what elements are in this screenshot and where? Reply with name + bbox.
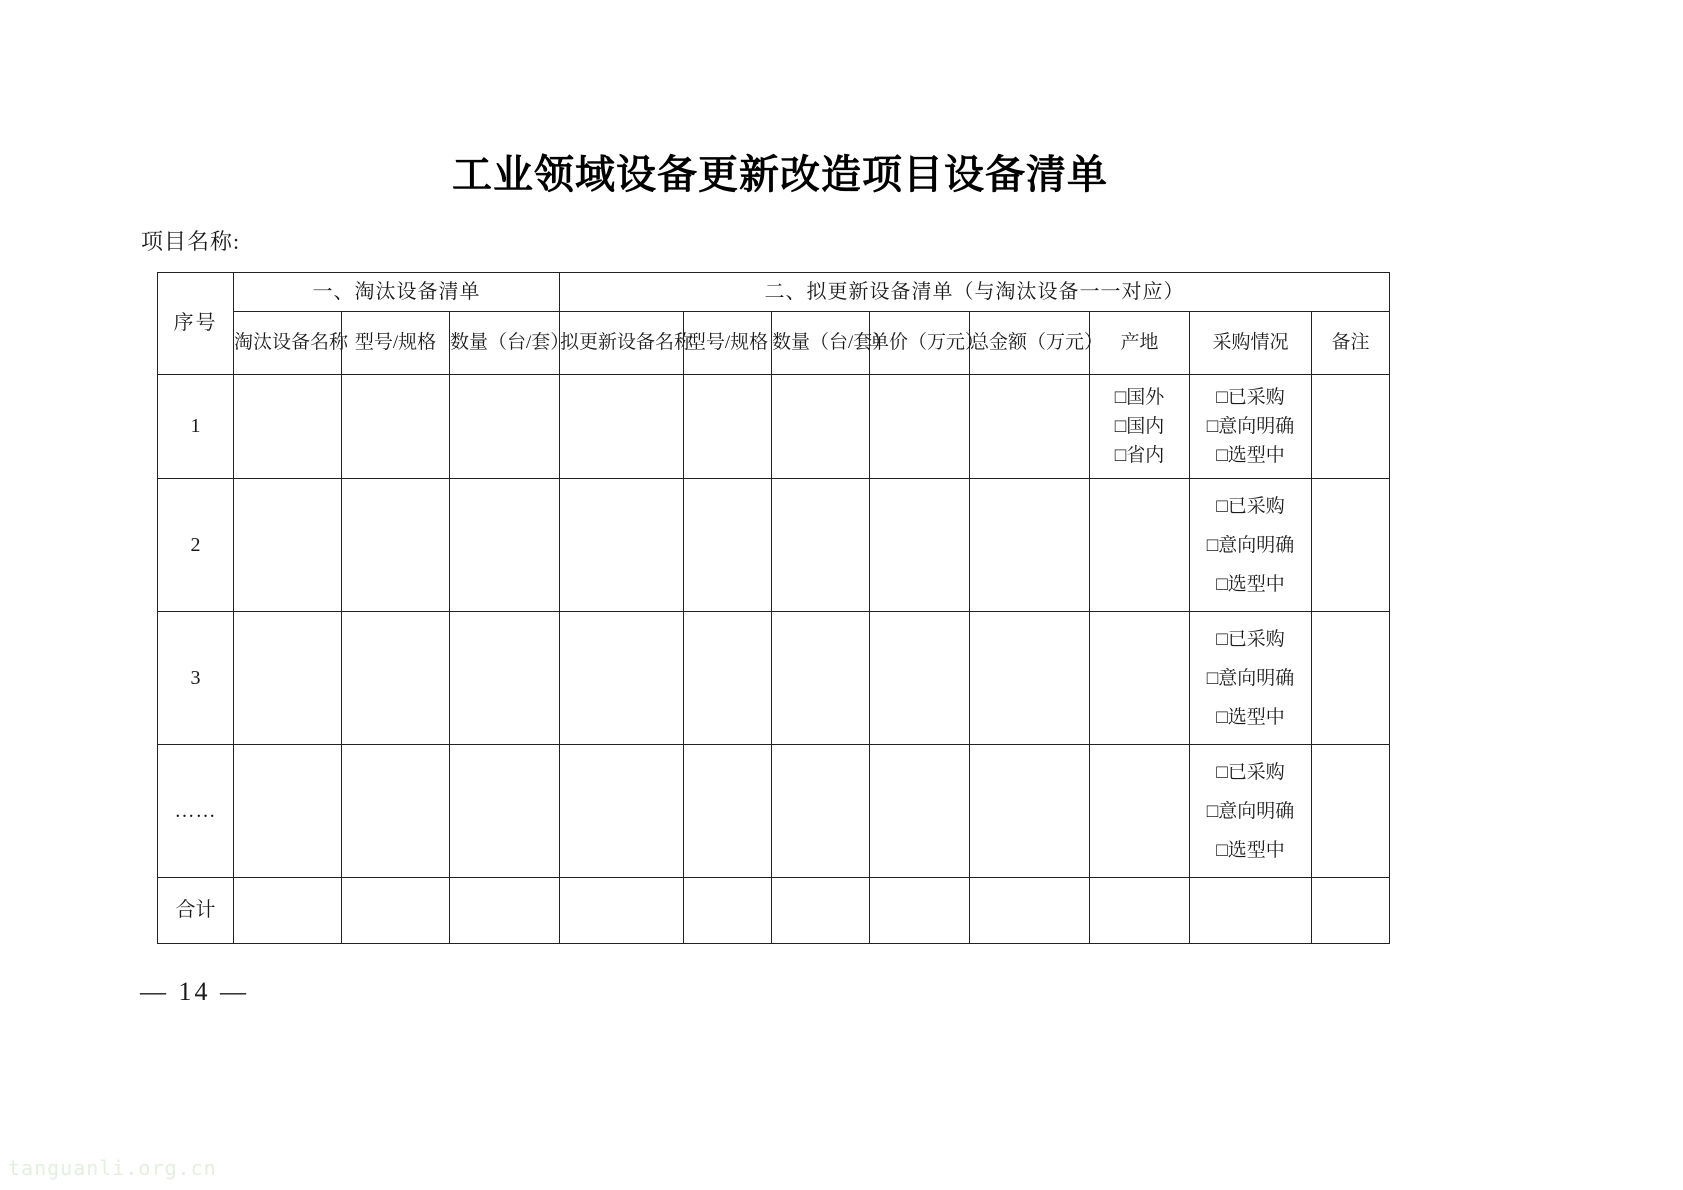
cell-old-name[interactable] xyxy=(234,745,342,878)
header-remark: 备注 xyxy=(1312,312,1390,375)
checkbox-origin-province[interactable]: □省内 xyxy=(1114,445,1165,466)
checkbox-procurement-purchased[interactable]: □已采购 xyxy=(1216,495,1285,517)
cell-procurement-checkboxes[interactable] xyxy=(1190,375,1312,479)
cell-origin-empty[interactable] xyxy=(1090,479,1190,612)
equipment-list-table xyxy=(157,272,1390,944)
cell-old-model[interactable] xyxy=(342,375,450,479)
cell-new-model[interactable] xyxy=(684,479,772,612)
watermark: tanguanli.org.cn xyxy=(8,1156,217,1180)
total-cell-unit-price[interactable] xyxy=(870,878,970,944)
cell-remark[interactable] xyxy=(1312,479,1390,612)
table-row xyxy=(158,375,1390,479)
checkbox-procurement-intent[interactable]: □意向明确 xyxy=(1206,416,1295,437)
equipment-list-table-wrapper xyxy=(157,272,1389,944)
cell-origin-checkboxes[interactable] xyxy=(1090,375,1190,479)
cell-origin-empty[interactable] xyxy=(1090,612,1190,745)
total-cell-new-qty[interactable] xyxy=(772,878,870,944)
cell-new-qty[interactable] xyxy=(772,745,870,878)
cell-new-name[interactable] xyxy=(560,479,684,612)
checkbox-procurement-purchased[interactable]: □已采购 xyxy=(1216,387,1285,408)
total-cell-old-model[interactable] xyxy=(342,878,450,944)
cell-new-name[interactable] xyxy=(560,745,684,878)
cell-old-name[interactable] xyxy=(234,375,342,479)
table-total-row xyxy=(158,878,1390,944)
cell-new-name[interactable] xyxy=(560,612,684,745)
header-old-qty: 数量（台/套） xyxy=(450,312,560,375)
header-total-amount: 总金额（万元） xyxy=(970,312,1090,375)
table-group-header-row xyxy=(158,273,1390,312)
total-cell-total-amount[interactable] xyxy=(970,878,1090,944)
cell-old-model[interactable] xyxy=(342,745,450,878)
page-title: 工业领域设备更新改造项目设备清单 xyxy=(452,152,1108,197)
total-cell-remark[interactable] xyxy=(1312,878,1390,944)
cell-origin-empty[interactable] xyxy=(1090,745,1190,878)
cell-total-amount[interactable] xyxy=(970,745,1090,878)
cell-new-name[interactable] xyxy=(560,375,684,479)
page-number: — 14 — xyxy=(140,977,249,1006)
row-seq: 2 xyxy=(158,479,234,612)
cell-old-qty[interactable] xyxy=(450,745,560,878)
header-new-name: 拟更新设备名称 xyxy=(560,312,684,375)
total-cell-origin[interactable] xyxy=(1090,878,1190,944)
cell-new-model[interactable] xyxy=(684,745,772,878)
checkbox-procurement-intent[interactable]: □意向明确 xyxy=(1206,534,1295,556)
header-old-name: 淘汰设备名称 xyxy=(234,312,342,375)
cell-old-model[interactable] xyxy=(342,612,450,745)
cell-unit-price[interactable] xyxy=(870,745,970,878)
cell-total-amount[interactable] xyxy=(970,375,1090,479)
row-seq: 1 xyxy=(158,375,234,479)
total-label: 合计 xyxy=(158,878,234,944)
cell-remark[interactable] xyxy=(1312,612,1390,745)
header-new-model: 型号/规格 xyxy=(684,312,772,375)
table-row xyxy=(158,479,1390,612)
cell-remark[interactable] xyxy=(1312,375,1390,479)
cell-unit-price[interactable] xyxy=(870,612,970,745)
cell-remark[interactable] xyxy=(1312,745,1390,878)
header-group-renewal: 二、拟更新设备清单（与淘汰设备一一对应） xyxy=(560,273,1390,312)
cell-new-qty[interactable] xyxy=(772,375,870,479)
cell-new-model[interactable] xyxy=(684,375,772,479)
cell-total-amount[interactable] xyxy=(970,479,1090,612)
cell-old-qty[interactable] xyxy=(450,479,560,612)
header-group-eliminated: 一、淘汰设备清单 xyxy=(234,273,560,312)
cell-procurement-checkboxes[interactable] xyxy=(1190,479,1312,612)
checkbox-origin-overseas[interactable]: □国外 xyxy=(1114,387,1165,408)
header-procurement: 采购情况 xyxy=(1190,312,1312,375)
cell-new-qty[interactable] xyxy=(772,612,870,745)
row-seq: …… xyxy=(158,745,234,878)
total-cell-new-name[interactable] xyxy=(560,878,684,944)
header-origin: 产地 xyxy=(1090,312,1190,375)
cell-new-qty[interactable] xyxy=(772,479,870,612)
cell-procurement-checkboxes[interactable] xyxy=(1190,745,1312,878)
checkbox-procurement-selecting[interactable]: □选型中 xyxy=(1216,839,1285,861)
cell-unit-price[interactable] xyxy=(870,479,970,612)
cell-old-name[interactable] xyxy=(234,479,342,612)
checkbox-procurement-purchased[interactable]: □已采购 xyxy=(1216,761,1285,783)
cell-unit-price[interactable] xyxy=(870,375,970,479)
cell-new-model[interactable] xyxy=(684,612,772,745)
table-column-header-row xyxy=(158,312,1390,375)
checkbox-procurement-selecting[interactable]: □选型中 xyxy=(1216,573,1285,595)
checkbox-procurement-selecting[interactable]: □选型中 xyxy=(1216,706,1285,728)
row-seq: 3 xyxy=(158,612,234,745)
header-old-model: 型号/规格 xyxy=(342,312,450,375)
table-row xyxy=(158,745,1390,878)
checkbox-procurement-intent[interactable]: □意向明确 xyxy=(1206,800,1295,822)
total-cell-old-qty[interactable] xyxy=(450,878,560,944)
total-cell-old-name[interactable] xyxy=(234,878,342,944)
cell-old-qty[interactable] xyxy=(450,375,560,479)
cell-total-amount[interactable] xyxy=(970,612,1090,745)
table-row xyxy=(158,612,1390,745)
cell-procurement-checkboxes[interactable] xyxy=(1190,612,1312,745)
cell-old-name[interactable] xyxy=(234,612,342,745)
checkbox-origin-domestic[interactable]: □国内 xyxy=(1114,416,1165,437)
cell-old-qty[interactable] xyxy=(450,612,560,745)
checkbox-procurement-intent[interactable]: □意向明确 xyxy=(1206,667,1295,689)
cell-old-model[interactable] xyxy=(342,479,450,612)
header-seq: 序号 xyxy=(158,273,234,375)
checkbox-procurement-purchased[interactable]: □已采购 xyxy=(1216,628,1285,650)
project-name-label: 项目名称: xyxy=(141,229,241,254)
total-cell-procurement[interactable] xyxy=(1190,878,1312,944)
checkbox-procurement-selecting[interactable]: □选型中 xyxy=(1216,445,1285,466)
total-cell-new-model[interactable] xyxy=(684,878,772,944)
header-unit-price: 单价（万元） xyxy=(870,312,970,375)
header-new-qty: 数量（台/套） xyxy=(772,312,870,375)
